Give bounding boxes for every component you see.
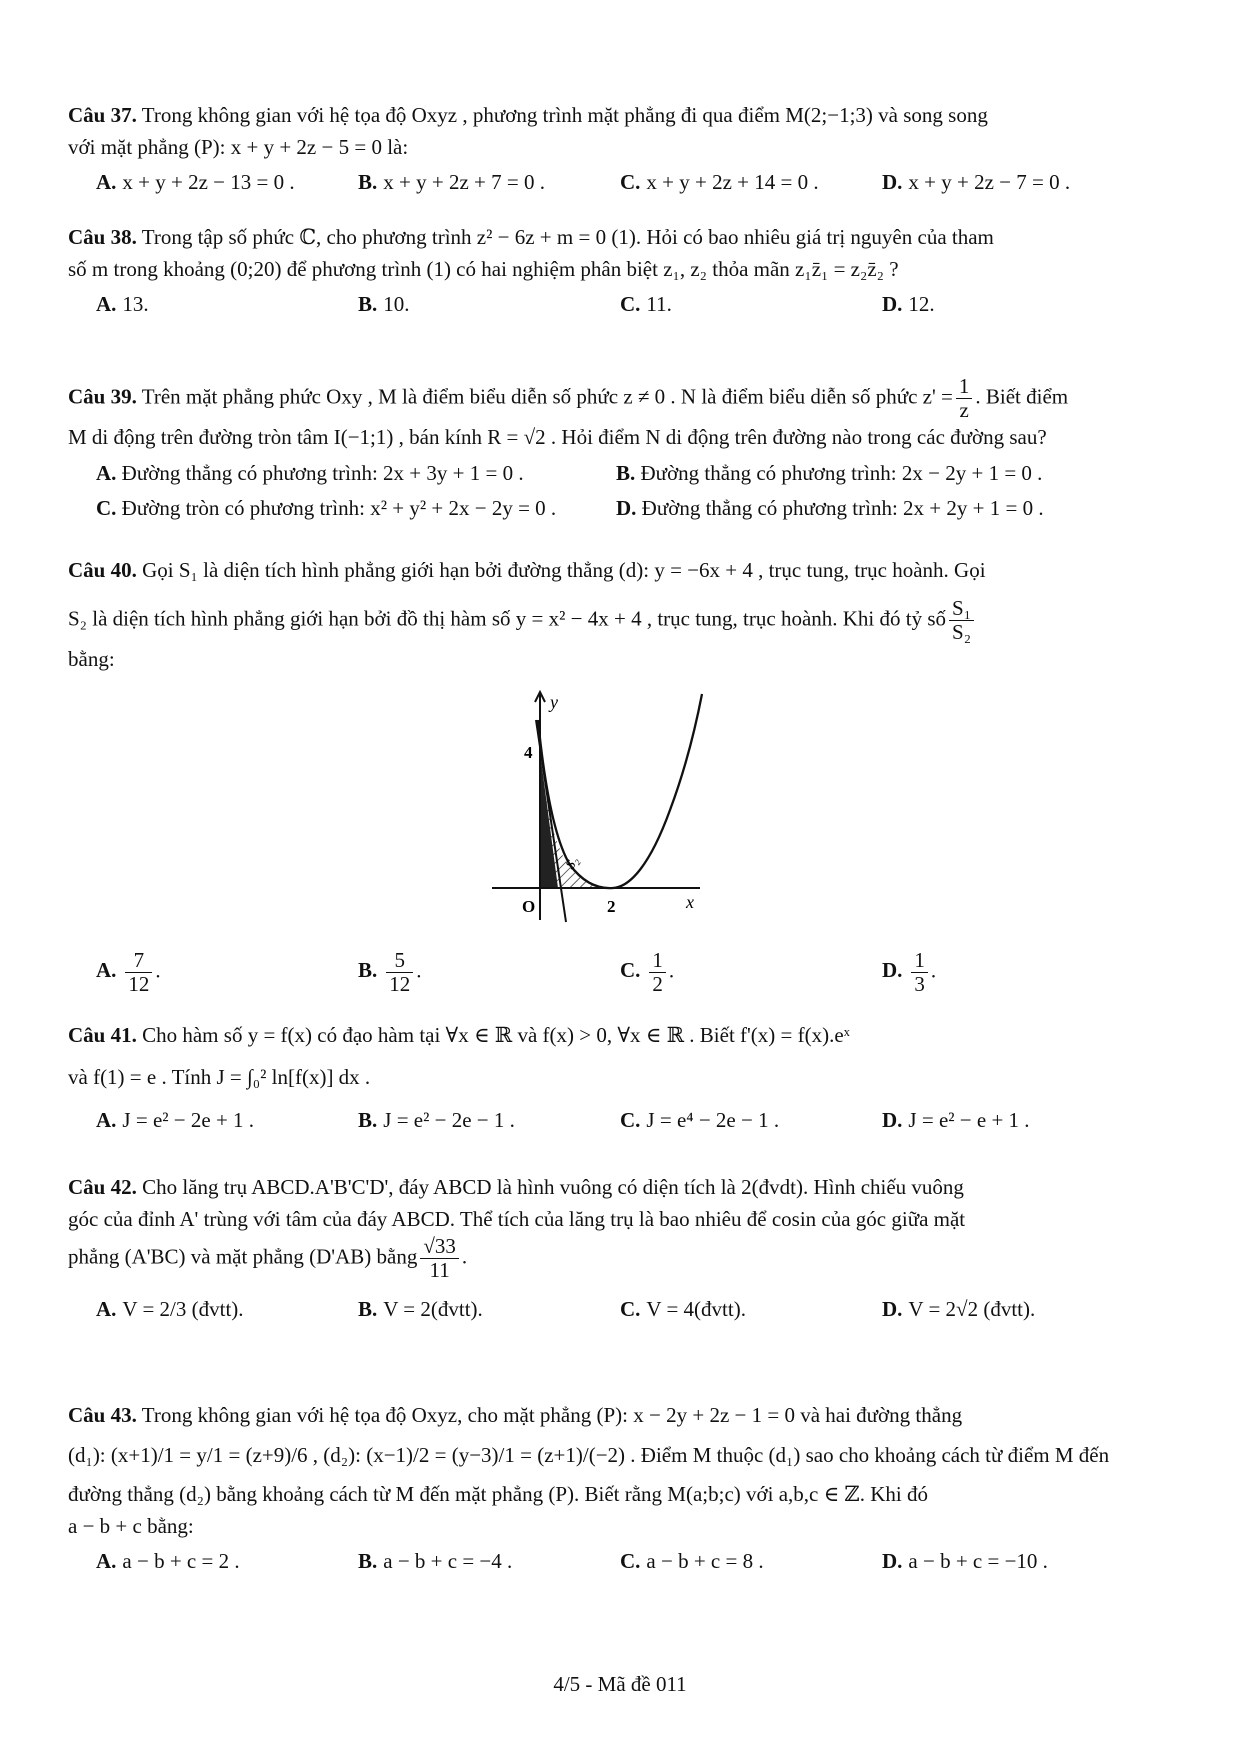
option-c[interactable]: C. Đường tròn có phương trình: x² + y² + 2x − 2y = 0 . bbox=[96, 496, 557, 521]
option-b[interactable]: B. J = e² − 2e − 1 . bbox=[358, 1108, 515, 1132]
y-axis-label: y bbox=[550, 692, 558, 712]
question-text: với mặt phẳng (P): x + y + 2z − 5 = 0 là: bbox=[68, 134, 409, 159]
question-text: (d₁): (x+1)/1 = y/1 = (z+9)/6 , (d₂): (x−1)/2 = (y−3)/1 = (z+1)/(−2) . Điểm M thuộc (d₁) sao cho khoảng cách từ điểm M đến bbox=[68, 1442, 1110, 1467]
option-d[interactable]: D. 12. bbox=[882, 292, 935, 316]
options bbox=[96, 167, 1168, 199]
option-b[interactable]: B. Đường thẳng có phương trình: 2x − 2y + 1 = 0 . bbox=[616, 460, 1043, 485]
fraction: $\frac{\text{S₁}}{\text{S₂}}$ bbox=[949, 597, 974, 644]
options bbox=[96, 1546, 1168, 1578]
question-39: Câu 39. Trên mặt phẳng phức Oxy , M là điểm biểu diễn số phức z ≠ 0 . N là điểm biểu diễn số phức z' = $\frac{1}{z}$ . Biết điểm M di động trên đường tròn tâm I(−1;1) , bán kính R = √2 . Hỏi điểm N di động trên đường nào trong các đường sau? A. Đường thẳng có phương trình: 2x + 3y + 1 = 0 . B. Đường thẳng có phương trình: 2x − 2y + 1 = 0 . C. Đường tròn có phương trình: x² + y² + 2x − 2y = 0 . D. Đường thẳng có phương trình: 2x + 2y + 1 = 0 . bbox=[68, 375, 1168, 525]
question-label: Câu 38. bbox=[68, 225, 137, 249]
option-c[interactable]: C. x + y + 2z + 14 = 0 . bbox=[620, 170, 819, 194]
region-s1 bbox=[540, 752, 558, 888]
option-d[interactable]: D. J = e² − e + 1 . bbox=[882, 1108, 1030, 1132]
option-d[interactable]: D. a − b + c = −10 . bbox=[882, 1549, 1048, 1573]
question-38 bbox=[68, 222, 1168, 321]
options bbox=[96, 1294, 1168, 1326]
region-label: S₂ bbox=[563, 853, 583, 873]
options bbox=[96, 1105, 1168, 1137]
question-41 bbox=[68, 1020, 1168, 1137]
question-label: Câu 40. bbox=[68, 558, 137, 582]
fraction: $\frac{1}{z}$ bbox=[956, 375, 973, 422]
question-text: Trong không gian với hệ tọa độ Oxyz , phương trình mặt phẳng đi qua điểm M(2;−1;3) và song song bbox=[141, 103, 988, 127]
option-b[interactable]: B. 10. bbox=[358, 292, 410, 316]
question-text: a − b + c bằng: bbox=[68, 1513, 194, 1538]
tick-y-4: 4 bbox=[524, 743, 533, 762]
option-a[interactable]: A. 13. bbox=[96, 292, 149, 316]
option-a[interactable]: A. V = 2/3 (đvtt). bbox=[96, 1297, 244, 1322]
page-footer: 4/5 - Mã đề 011 bbox=[553, 1672, 687, 1696]
option-d[interactable]: D. Đường thẳng có phương trình: 2x + 2y + 1 = 0 . bbox=[616, 496, 1044, 521]
question-text: góc của đỉnh A' trùng với tâm của đáy ABCD. Thể tích của lăng trụ là bao nhiêu để cosin của góc giữa mặt bbox=[68, 1206, 966, 1231]
question-40-options bbox=[68, 945, 1168, 996]
question-text: bằng: bbox=[68, 646, 115, 671]
option-a[interactable]: A. $\frac{7}{12}$ . bbox=[96, 948, 161, 997]
options bbox=[96, 289, 1168, 321]
option-b[interactable]: B. V = 2(đvtt). bbox=[358, 1297, 483, 1322]
tick-x-2: 2 bbox=[607, 897, 616, 916]
option-d[interactable]: D. V = 2√2 (đvtt). bbox=[882, 1297, 1036, 1322]
option-c[interactable]: C. 11. bbox=[620, 292, 672, 316]
option-b[interactable]: B. x + y + 2z + 7 = 0 . bbox=[358, 170, 545, 194]
option-row-1 bbox=[96, 458, 1168, 490]
option-b[interactable]: B. a − b + c = −4 . bbox=[358, 1549, 513, 1573]
function-graph bbox=[490, 690, 750, 940]
option-c[interactable]: C. $\frac{1}{2}$ . bbox=[620, 948, 675, 997]
question-label: Câu 39. bbox=[68, 384, 137, 409]
question-label: Câu 37. bbox=[68, 103, 137, 127]
option-a[interactable]: A. x + y + 2z − 13 = 0 . bbox=[96, 170, 295, 194]
question-label: Câu 41. bbox=[68, 1023, 137, 1047]
option-c[interactable]: C. J = e⁴ − 2e − 1 . bbox=[620, 1108, 780, 1132]
origin-label: O bbox=[522, 897, 536, 916]
option-row-2 bbox=[96, 493, 1168, 525]
option-d[interactable]: D. $\frac{1}{3}$ . bbox=[882, 948, 937, 997]
x-axis-label: x bbox=[686, 892, 694, 912]
question-37 bbox=[68, 100, 1168, 199]
question-text: Cho hàm số y = f(x) có đạo hàm tại ∀x ∈ ℝ và f(x) > 0, ∀x ∈ ℝ . Biết f'(x) = f(x).eˣ bbox=[142, 1023, 850, 1047]
question-40 bbox=[68, 555, 1168, 675]
option-a[interactable]: A. a − b + c = 2 . bbox=[96, 1549, 240, 1573]
option-b[interactable]: B. $\frac{5}{12}$ . bbox=[358, 948, 422, 997]
option-d[interactable]: D. x + y + 2z − 7 = 0 . bbox=[882, 170, 1071, 194]
question-42: Câu 42. Cho lăng trụ ABCD.A'B'C'D', đáy ABCD là hình vuông có diện tích là 2(đvdt). Hình chiếu vuông góc của đỉnh A' trùng với tâm của đáy ABCD. Thể tích của lăng trụ là bao nhiêu để cosin của góc giữa mặt phẳng (A'BC) và mặt phẳng (D'AB) bằng $\frac{√33}{11}$ . A. V = 2/3 (đvtt). B. V = 2(đvtt). C. V = 4(đvtt). D. V = 2√2 (đvtt). bbox=[68, 1172, 1168, 1326]
option-c[interactable]: C. a − b + c = 8 . bbox=[620, 1549, 764, 1573]
question-label: Câu 43. bbox=[68, 1403, 137, 1427]
question-text: Gọi S₁ là diện tích hình phẳng giới hạn bởi đường thẳng (d): y = −6x + 4 , trục tung, trục hoành. Gọi bbox=[142, 558, 986, 582]
question-text: M di động trên đường tròn tâm I(−1;1) , bán kính R = √2 . Hỏi điểm N di động trên đường nào trong các đường sau? bbox=[68, 425, 1047, 450]
option-a[interactable]: A. Đường thẳng có phương trình: 2x + 3y + 1 = 0 . bbox=[96, 460, 524, 485]
question-label: Câu 42. bbox=[68, 1175, 137, 1199]
question-text: Trong không gian với hệ tọa độ Oxyz, cho mặt phẳng (P): x − 2y + 2z − 1 = 0 và hai đường thẳng bbox=[141, 1403, 963, 1427]
question-text: đường thẳng (d₂) bằng khoảng cách từ M đến mặt phẳng (P). Biết rằng M(a;b;c) với a,b,c ∈ ℤ. Khi đó bbox=[68, 1482, 928, 1506]
question-text: Cho lăng trụ ABCD.A'B'C'D', đáy ABCD là hình vuông có diện tích là 2(đvdt). Hình chiếu vuông bbox=[142, 1175, 964, 1199]
option-c[interactable]: C. V = 4(đvtt). bbox=[620, 1297, 746, 1322]
question-text: S₂ là diện tích hình phẳng giới hạn bởi đồ thị hàm số y = x² − 4x + 4 , trục tung, trục hoành. Khi đó tỷ số bbox=[68, 605, 947, 630]
question-text: phẳng (A'BC) và mặt phẳng (D'AB) bằng bbox=[68, 1244, 418, 1269]
option-a[interactable]: A. J = e² − 2e + 1 . bbox=[96, 1108, 255, 1132]
fraction: $\frac{√33}{11}$ bbox=[420, 1235, 459, 1282]
options bbox=[96, 458, 1168, 525]
question-43 bbox=[68, 1400, 1168, 1578]
question-text: Trong tập số phức ℂ, cho phương trình z² − 6z + m = 0 (1). Hỏi có bao nhiêu giá trị nguyên của tham bbox=[141, 225, 994, 249]
question-text: Trên mặt phẳng phức Oxy , M là điểm biểu diễn số phức z ≠ 0 . N là điểm biểu diễn số phức z' = bbox=[141, 384, 953, 409]
question-text: số m trong khoảng (0;20) để phương trình (1) có hai nghiệm phân biệt z₁, z₂ thỏa mãn z₁z̄₁ = z₂z̄₂ ? bbox=[68, 256, 899, 281]
question-text: và f(1) = e . Tính J = ∫₀² ln[f(x)] dx . bbox=[68, 1064, 371, 1089]
